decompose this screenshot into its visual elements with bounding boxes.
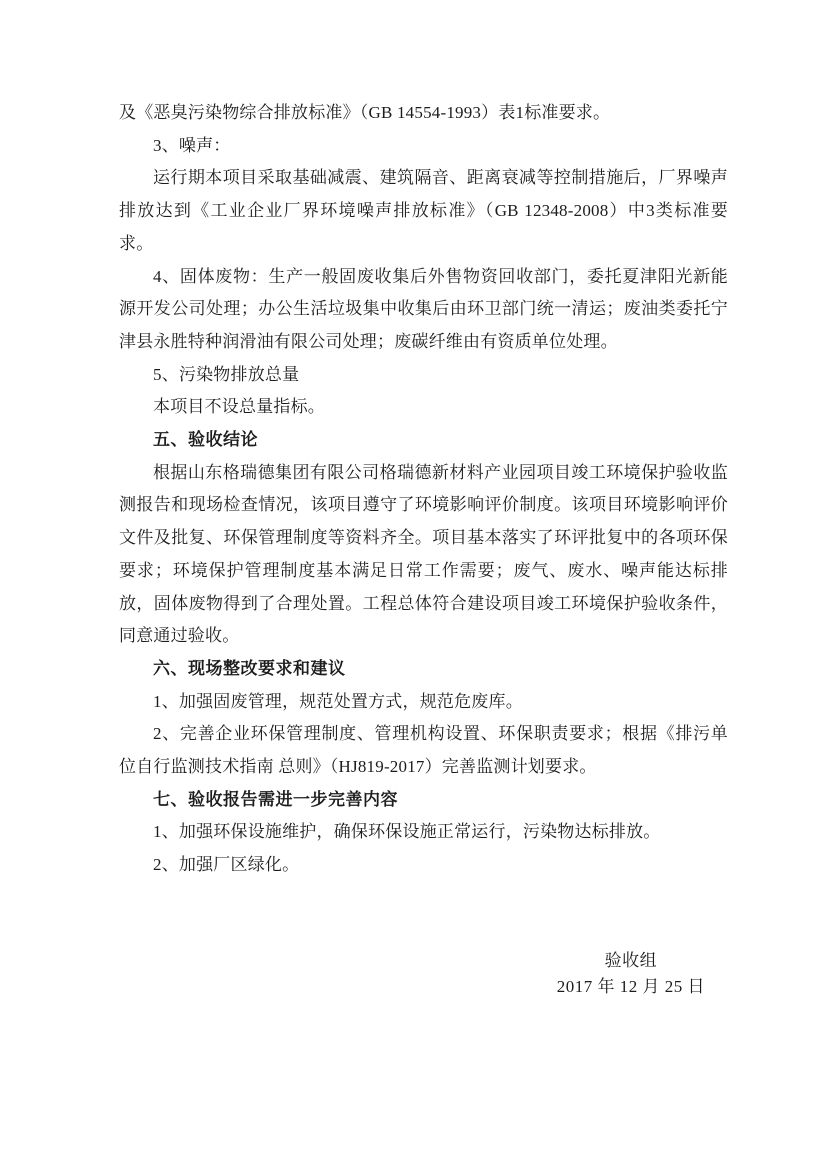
section-heading-6-rectification: 六、现场整改要求和建议	[153, 658, 346, 678]
paragraph-item-5-pollutant-total: 5、污染物排放总量	[153, 364, 300, 384]
signature-block	[119, 948, 728, 1000]
paragraph-conclusion-body: 根据山东格瑞德集团有限公司格瑞德新材料产业园项目竣工环境保护验收监测报告和现场检查情况，该项目遵守了环境影响评价制度。该项目环境影响评价文件及批复、环保管理制度等资料齐全。项目基本落实了环评批复中的各项环保要求；环境保护管理制度基本满足日常工作需要；废气、废水、噪声能达标排放，固体废物得到了合理处置。工程总体符合建设项目竣工环境保护验收条件，同意通过验收。	[119, 462, 728, 646]
paragraph-no-total-quota: 本项目不设总量指标。	[153, 397, 325, 417]
document-body	[119, 97, 728, 1000]
signature-date: 2017 年 12 月 25 日	[556, 976, 705, 996]
paragraph-item-4-solid-waste: 4、固体废物：生产一般固废收集后外售物资回收部门，委托夏津阳光新能源开发公司处理；办公生活垃圾集中收集后由环卫部门统一清运；废油类委托宁津县永胜特种润滑油有限公司处理；废碳纤维由有资质单位处理。	[119, 266, 728, 351]
paragraph-rectification-1: 1、加强固废管理，规范处置方式，规范危废库。	[153, 691, 523, 711]
paragraph-noise-measures: 运行期本项目采取基础减震、建筑隔音、距离衰减等控制措施后，厂界噪声排放达到《工业企业厂界环境噪声排放标准》（GB 12348-2008）中3类标准要求。	[119, 168, 728, 253]
signature-signer: 验收组	[604, 950, 658, 970]
section-heading-5-conclusion: 五、验收结论	[153, 430, 258, 450]
paragraph-rectification-2: 2、完善企业环保管理制度、管理机构设置、环保职责要求；根据《排污单位自行监测技术指南 总则》（HJ819-2017）完善监测计划要求。	[119, 724, 728, 777]
section-heading-7-report-improve: 七、验收报告需进一步完善内容	[153, 789, 398, 809]
paragraph-item-3-noise: 3、噪声：	[153, 135, 231, 155]
signature-inner	[557, 948, 705, 1000]
paragraph-improve-2: 2、加强厂区绿化。	[153, 855, 300, 875]
paragraph-continued-standard: 及《恶臭污染物综合排放标准》（GB 14554-1993）表1标准要求。	[119, 103, 611, 122]
paragraph-improve-1: 1、加强环保设施维护，确保环保设施正常运行，污染物达标排放。	[153, 822, 661, 842]
